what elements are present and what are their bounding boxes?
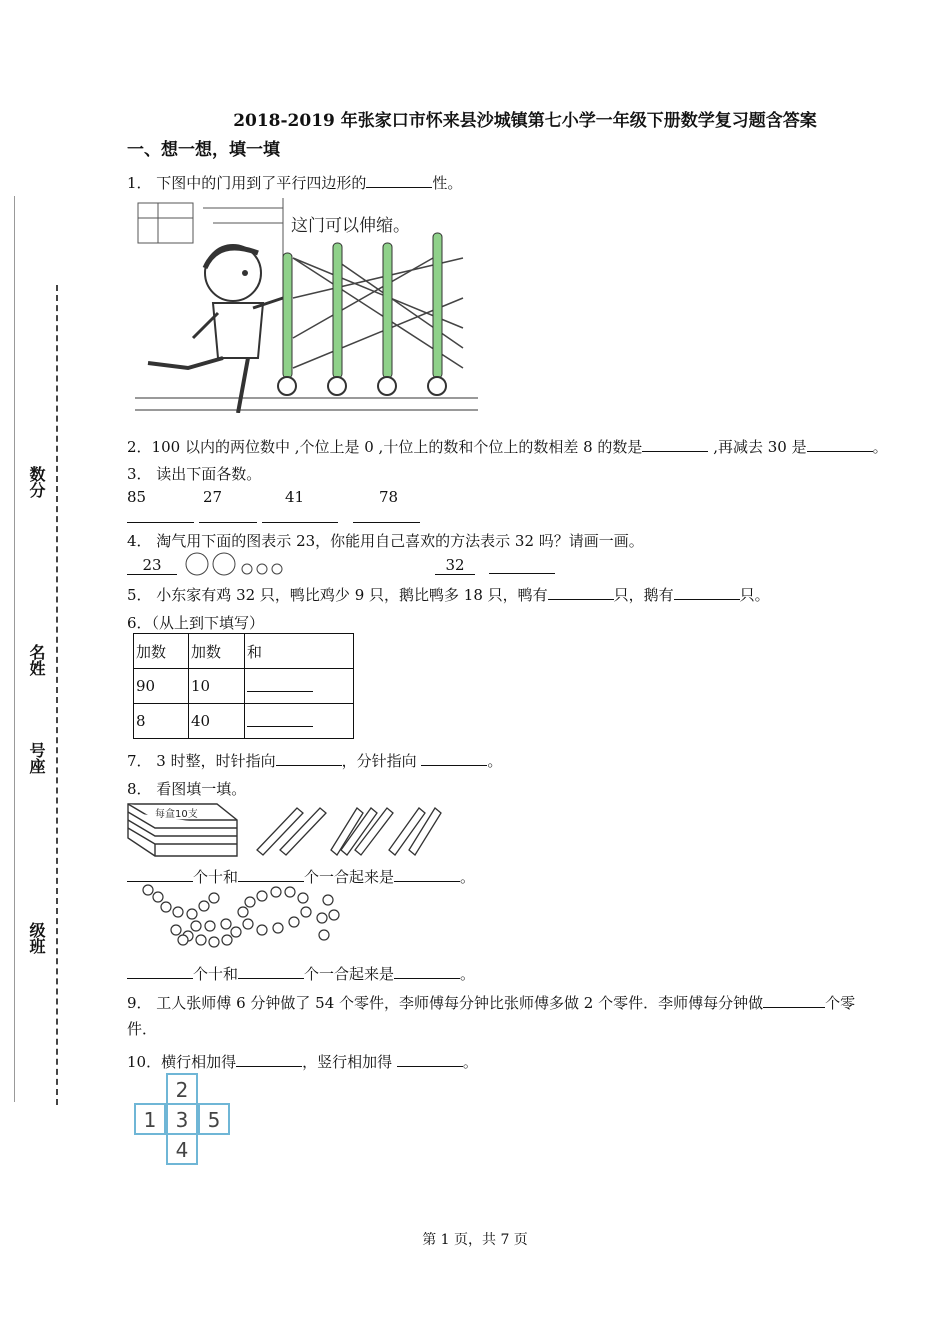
q1-text: 1． 下图中的门用到了平行四边形的 bbox=[127, 174, 367, 192]
q8-text-a: 个十和 bbox=[193, 868, 239, 886]
q3-blank-4[interactable] bbox=[353, 522, 420, 523]
q10-blank-2[interactable] bbox=[397, 1052, 463, 1067]
q3-number-2: 27 bbox=[203, 488, 223, 506]
section-heading: 一、想一想，填一填 bbox=[127, 140, 280, 160]
question-1 bbox=[127, 172, 462, 193]
q6-table bbox=[133, 633, 354, 739]
q4-bead-drawing bbox=[183, 552, 293, 578]
q4-label-23: 23 bbox=[127, 556, 177, 575]
q6-cell: 10 bbox=[189, 669, 245, 704]
q8-text-end: 。 bbox=[460, 868, 476, 886]
q8-blank-4[interactable] bbox=[127, 964, 193, 979]
q10-text-mid: ，竖行相加得 bbox=[302, 1053, 397, 1071]
box-label: 每盒10支 bbox=[155, 809, 198, 820]
q6-sum-cell-2[interactable] bbox=[245, 704, 354, 739]
table-row bbox=[134, 669, 354, 704]
side-label-class: 级班 bbox=[27, 922, 46, 954]
q8-text-c: 个十和 bbox=[193, 965, 239, 983]
q10-text: 10．横行相加得 bbox=[127, 1053, 237, 1071]
q7-text-end: 。 bbox=[487, 752, 503, 770]
grid-cell-bottom: 4 bbox=[175, 1138, 189, 1162]
q5-text: 5． 小东家有鸡 32 只，鸭比鸡少 9 只，鹅比鸭多 18 只，鸭有 bbox=[127, 586, 548, 604]
question-5 bbox=[127, 584, 770, 605]
page-title: 2018-2019 年张家口市怀来县沙城镇第七小学一年级下册数学复习题含答案 bbox=[233, 111, 817, 131]
q2-text-mid: ,再减去 30 是 bbox=[708, 438, 807, 456]
q1-text-end: 性。 bbox=[432, 174, 463, 192]
pencil-box-illustration bbox=[125, 798, 445, 860]
q8-text-end-2: 。 bbox=[460, 965, 476, 983]
q2-text-end: 。 bbox=[872, 438, 888, 456]
grid-cell-left: 1 bbox=[143, 1108, 157, 1132]
q9-text: 9． 工人张师傅 6 分钟做了 54 个零件，李师傅每分钟比张师傅多做 2 个零件．李师傅每分钟做 bbox=[127, 994, 764, 1012]
q3-blank-1[interactable] bbox=[127, 522, 194, 523]
q1-blank[interactable] bbox=[366, 173, 432, 188]
grid-cell-right: 5 bbox=[207, 1108, 221, 1132]
q10-text-end: 。 bbox=[462, 1053, 478, 1071]
q9-line-2: 件． bbox=[127, 1020, 158, 1038]
cross-number-grid bbox=[133, 1072, 233, 1170]
question-2 bbox=[127, 436, 888, 457]
q8-line-2 bbox=[127, 963, 475, 984]
question-7 bbox=[127, 750, 502, 771]
q6-header-addend-2: 加数 bbox=[189, 634, 245, 669]
q5-blank-2[interactable] bbox=[674, 585, 740, 600]
question-9 bbox=[127, 992, 855, 1013]
gate-caption: 这门可以伸缩。 bbox=[291, 216, 410, 236]
binding-line bbox=[14, 196, 15, 1102]
page-footer: 第 1 页，共 7 页 bbox=[422, 1232, 528, 1248]
q4-label-32: 32 bbox=[435, 556, 475, 575]
q4-blank[interactable] bbox=[489, 573, 555, 574]
q3-number-1: 85 bbox=[127, 488, 147, 506]
q7-blank-1[interactable] bbox=[276, 751, 342, 766]
q8-blank-5[interactable] bbox=[238, 964, 304, 979]
question-6: 6．（从上到下填写） bbox=[127, 614, 265, 632]
q2-blank-2[interactable] bbox=[807, 437, 873, 452]
q7-text-mid: ，分针指向 bbox=[341, 752, 422, 770]
q8-blank-2[interactable] bbox=[238, 867, 304, 882]
question-3: 3． 读出下面各数。 bbox=[127, 465, 262, 483]
side-label-seat: 号座 bbox=[27, 742, 46, 774]
q8-text-d: 个一合起来是 bbox=[304, 965, 395, 983]
q3-number-4: 78 bbox=[379, 488, 399, 506]
q6-header-addend-1: 加数 bbox=[134, 634, 189, 669]
q7-blank-2[interactable] bbox=[421, 751, 487, 766]
table-row bbox=[134, 634, 354, 669]
q5-text-end: 只。 bbox=[739, 586, 770, 604]
q3-blank-2[interactable] bbox=[199, 522, 257, 523]
q10-blank-1[interactable] bbox=[236, 1052, 302, 1067]
question-8: 8． 看图填一填。 bbox=[127, 780, 247, 798]
question-4: 4． 淘气用下面的图表示 23，你能用自己喜欢的方法表示 32 吗？请画一画。 bbox=[127, 532, 644, 550]
table-row bbox=[134, 704, 354, 739]
grid-cell-center: 3 bbox=[175, 1108, 189, 1132]
q6-cell: 40 bbox=[189, 704, 245, 739]
side-label-name: 名姓 bbox=[27, 644, 46, 676]
q9-blank[interactable] bbox=[763, 993, 825, 1008]
q8-blank-6[interactable] bbox=[394, 964, 460, 979]
q8-blank-3[interactable] bbox=[394, 867, 460, 882]
q6-sum-cell-1[interactable] bbox=[245, 669, 354, 704]
side-label-score: 数分 bbox=[27, 466, 46, 498]
q9-text-mid: 个零 bbox=[825, 994, 856, 1012]
q8-blank-1[interactable] bbox=[127, 867, 193, 882]
q5-blank-1[interactable] bbox=[548, 585, 614, 600]
q6-header-sum: 和 bbox=[245, 634, 354, 669]
grid-cell-top: 2 bbox=[175, 1078, 189, 1102]
gate-illustration bbox=[133, 198, 478, 413]
q2-blank-1[interactable] bbox=[642, 437, 708, 452]
q2-text: 2．100 以内的两位数中 ,个位上是 0 ,十位上的数和个位上的数相差 8 的数是 bbox=[127, 438, 643, 456]
q6-cell: 8 bbox=[134, 704, 189, 739]
binding-dash-line bbox=[56, 285, 64, 1105]
q3-number-3: 41 bbox=[285, 488, 305, 506]
q8-text-b: 个一合起来是 bbox=[304, 868, 395, 886]
question-10 bbox=[127, 1051, 478, 1072]
q7-text: 7． 3 时整，时针指向 bbox=[127, 752, 276, 770]
bead-necklace-illustration bbox=[138, 882, 343, 957]
q6-cell: 90 bbox=[134, 669, 189, 704]
q3-blank-3[interactable] bbox=[262, 522, 338, 523]
q5-text-mid: 只，鹅有 bbox=[613, 586, 674, 604]
